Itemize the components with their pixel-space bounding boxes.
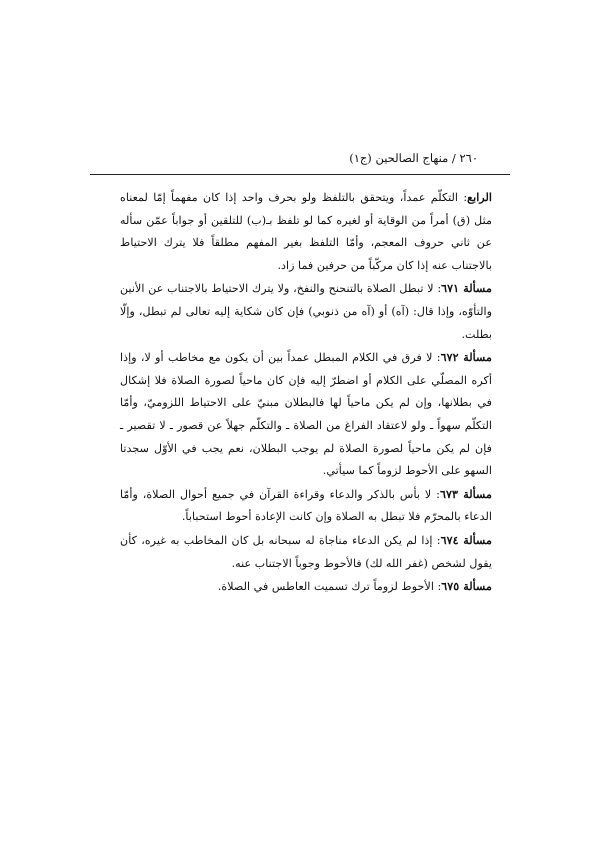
running-header: ٢٦٠ / منهاج الصالحين (ج١) [349,151,478,165]
issue-text: : لا تبطل الصلاة بالتنحنح والنفخ، ولا يترك الاحتياط بالاجتناب عن الأنين والتأوّه، وإذا قال: (آه) أو (آه من ذنوبي) فإن كان شكاية إليه تعالى لم تبطل، وإلّا بطلت. [120,282,492,341]
issue-671 [120,277,492,346]
paragraph-fourth-invalidator [120,186,492,277]
issue-label: مسألة ٦٧٥ [441,579,492,594]
issue-text: : لا فرق في الكلام المبطل عمداً بين أن يكون مع مخاطب أو لا، وإذا أكره المصلّي على الكلام أو اضطرّ إليه فإن كان ماحياً لصورة الصلاة فلا إشكال في بطلانها، وإن لم يكن ماحياً لها فالبطلان مبنيّ على الاحتياط اللزوميّ، وأمّا التكلّم سهواً ـ ولو لاعتقاد الفراغ من الصلاة ـ والتكلّم جهلاً عن قصور ـ لا تقصير ـ فإن لم يكن ماحياً لصورة الصلاة لم يوجب البطلان، نعم يجب في الأوّل سجدتا السهو على الأحوط لزوماً كما سيأتي. [120,351,492,478]
issue-text: : إذا لم يكن الدعاء مناجاة له سبحانه بل كان المخاطب به غيره، كأن يقول لشخص (غفر الله لك) فالأحوط وجوباً الاجتناب عنه. [120,533,492,570]
issue-675 [120,575,492,599]
issue-label: مسألة ٦٧٣ [439,486,493,501]
body-text [120,186,492,599]
issue-672 [120,346,492,483]
issue-text: : الأحوط لزوماً ترك تسميت العاطس في الصلاة. [217,580,442,594]
issue-label: مسألة ٦٧٢ [440,350,493,365]
issue-673 [120,483,492,529]
paragraph-label: الرابع [467,190,492,204]
issue-label: مسألة ٦٧٤ [440,532,492,547]
issue-text: : لا بأس بالذكر والدعاء وقراءة القرآن في جميع أحوال الصلاة، وأمّا الدعاء بالمحرّم فلا تبطل به الصلاة وإن كانت الإعادة أحوط استحباباً. [120,487,492,524]
issue-label: مسألة ٦٧١ [441,281,492,296]
paragraph-text: : التكلّم عمداً، ويتحقق بالتلفظ ولو بحرف واحد إذا كان مفهماً إمّا لمعناه مثل (ق) أمراً من الوقاية أو لغيره كما لو تلفظ بـ(ب) للتلقين أو جواباً عمّن سأله عن ثاني حروف المعجم، وأمّا التلفظ بغير المفهم مطلقاً فلا يترك الاحتياط بالاجتناب عنه إذا كان مركّباً من حرفين فما زاد. [120,191,492,272]
header-divider [90,174,510,175]
issue-674 [120,529,492,575]
